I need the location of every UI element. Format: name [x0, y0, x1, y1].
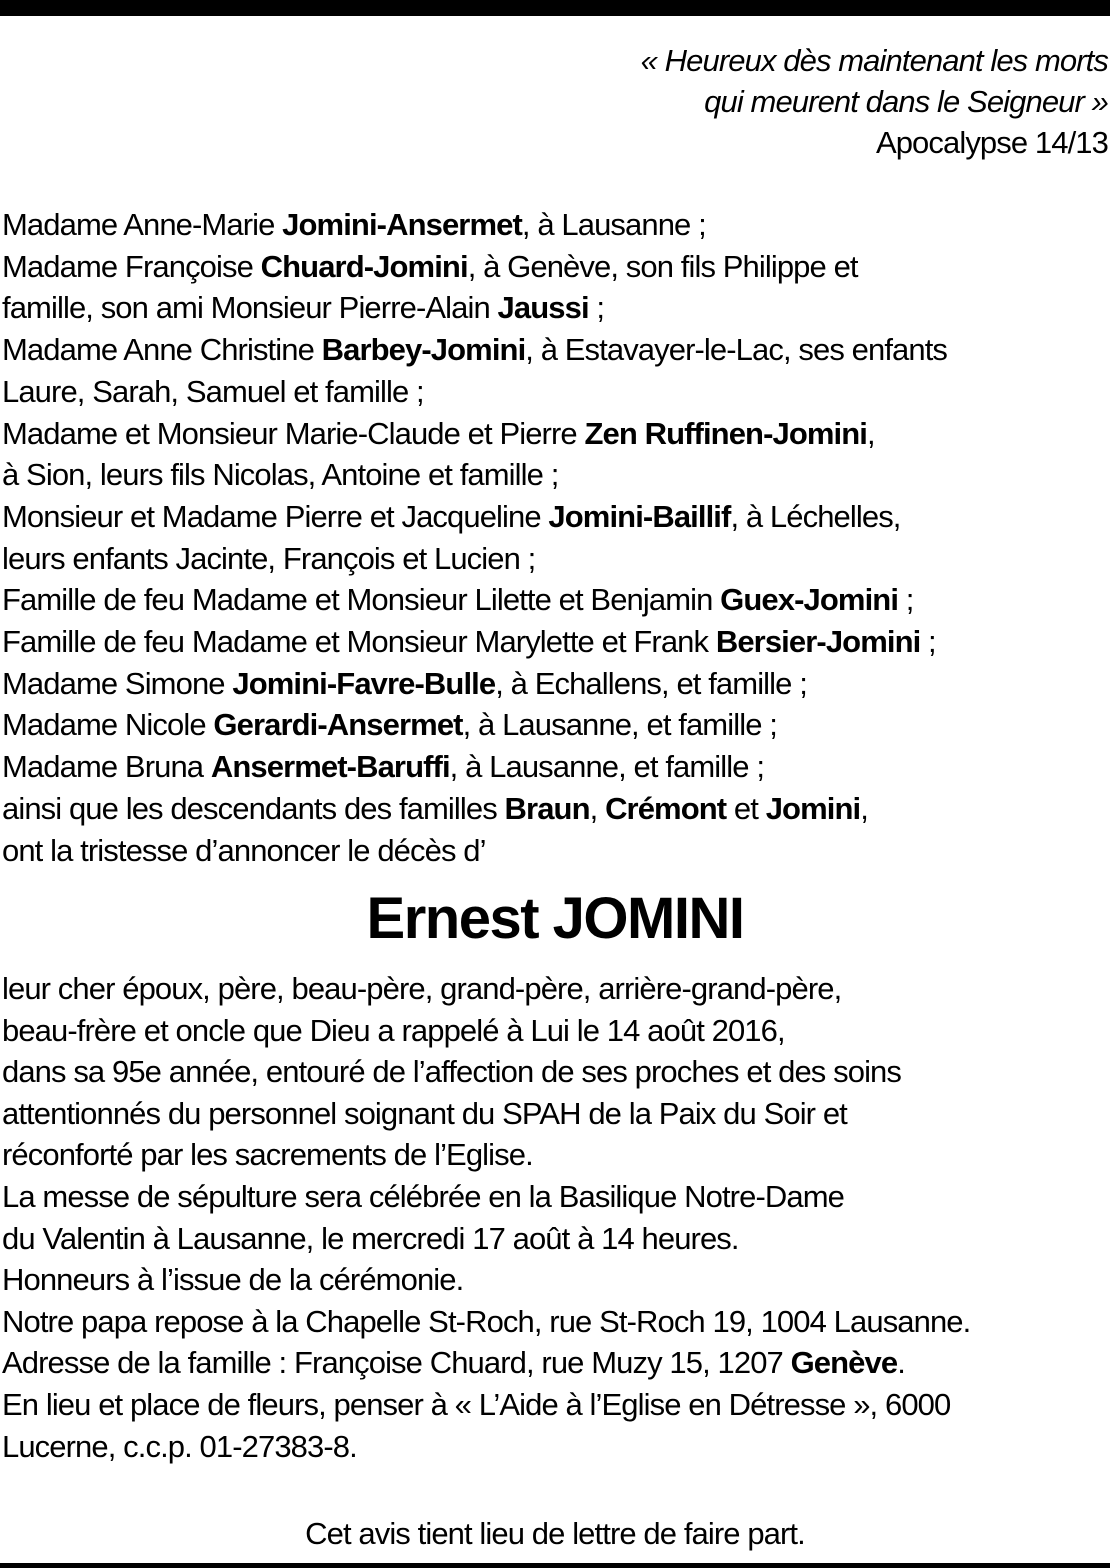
deceased-name: Ernest JOMINI [366, 886, 744, 951]
line-text: , à Lausanne, et famille ; [462, 707, 777, 743]
bold-name: Jomini [765, 790, 861, 826]
line-text: Madame Nicole [2, 707, 214, 743]
family-line [2, 704, 1108, 746]
body-line [2, 1051, 1108, 1093]
bold-name: Braun [504, 790, 590, 826]
body-line [2, 1218, 1108, 1260]
line-text: Monsieur et Madame Pierre et Jacqueline [2, 498, 549, 534]
bottom-border-rule [0, 1563, 1110, 1568]
bold-name: Jomini-Ansermet [282, 207, 522, 242]
line-text: dans sa 95e année, entouré de l’affection de ses proches et des soins [2, 1054, 901, 1090]
line-text: , [589, 790, 606, 826]
family-line [2, 371, 1108, 413]
line-text: ; [898, 582, 914, 618]
family-line [2, 454, 1108, 496]
epigraph-line-1: « Heureux dès maintenant les morts [640, 43, 1108, 78]
line-text: ; [920, 624, 936, 660]
bold-name: Guex-Jomini [720, 582, 899, 618]
bold-name: Genève [790, 1345, 898, 1381]
line-text: du Valentin à Lausanne, le mercredi 17 août à 14 heures. [2, 1220, 739, 1256]
epigraph [641, 40, 1108, 163]
line-text: , [867, 415, 875, 451]
closing-note: Cet avis tient lieu de lettre de faire part. [305, 1516, 805, 1551]
line-text: Adresse de la famille : Françoise Chuard, rue Muzy 15, 1207 [2, 1345, 791, 1381]
line-text: Honneurs à l’issue de la cérémonie. [2, 1262, 464, 1298]
family-line [2, 287, 1108, 329]
notice-body [2, 968, 1108, 1467]
line-text: Madame Françoise [2, 248, 261, 284]
line-text: ; [588, 290, 605, 326]
bold-name: Jaussi [497, 290, 589, 326]
line-text: Famille de feu Madame et Monsieur Lilette et Benjamin [2, 582, 721, 618]
line-text: Madame et Monsieur Marie-Claude et Pierre [2, 415, 585, 451]
line-text: Madame Simone [2, 665, 233, 701]
line-text: . [897, 1345, 905, 1381]
family-line [2, 579, 1108, 621]
family-line [2, 204, 1108, 246]
bold-name: Bersier-Jomini [715, 624, 921, 660]
family-line [2, 413, 1108, 455]
body-line [2, 1426, 1108, 1468]
family-line [2, 830, 1108, 872]
bold-name: Gerardi-Ansermet [213, 707, 463, 743]
epigraph-line-2: qui meurent dans le Seigneur » [704, 84, 1108, 119]
line-text: , à Lausanne, et famille ; [449, 749, 765, 785]
line-text: Madame Anne Christine [2, 332, 322, 368]
line-text: leur cher époux, père, beau-père, grand-père, arrière-grand-père, [2, 971, 842, 1006]
epigraph-reference: Apocalypse 14/13 [875, 125, 1108, 160]
family-line [2, 496, 1108, 538]
bold-name: Zen Ruffinen-Jomini [584, 415, 868, 451]
line-text: beau-frère et oncle que Dieu a rappelé à Lui le 14 août 2016, [2, 1012, 785, 1048]
body-line [2, 1093, 1108, 1135]
bold-name: Barbey-Jomini [321, 332, 526, 368]
body-line [2, 1134, 1108, 1176]
line-text: réconforté par les sacrements de l’Eglise. [2, 1137, 533, 1173]
line-text: à Sion, leurs fils Nicolas, Antoine et famille ; [2, 457, 559, 493]
bold-name: Jomini-Baillif [548, 498, 731, 534]
body-line [2, 1259, 1108, 1301]
line-text: Famille de feu Madame et Monsieur Marylette et Frank [2, 624, 716, 660]
line-text: , à Léchelles, [730, 498, 901, 534]
bold-name: Jomini-Favre-Bulle [232, 665, 496, 701]
bold-name: Crémont [605, 790, 727, 826]
body-line [2, 1301, 1108, 1343]
top-border-rule [0, 0, 1110, 16]
bold-name: Ansermet-Baruffi [210, 749, 450, 785]
line-text: En lieu et place de fleurs, penser à « L’Aide à l’Eglise en Détresse », 6000 [2, 1386, 951, 1422]
line-text: , à Estavayer-le-Lac, ses enfants [525, 332, 948, 368]
body-line [2, 968, 1108, 1010]
family-line [2, 663, 1108, 705]
line-text: Madame Anne-Marie [2, 207, 283, 242]
line-text: Laure, Sarah, Samuel et famille ; [2, 373, 424, 409]
body-line [2, 1176, 1108, 1218]
family-line [2, 329, 1108, 371]
line-text: , à Echallens, et famille ; [495, 665, 807, 701]
line-text: La messe de sépulture sera célébrée en la Basilique Notre-Dame [2, 1178, 844, 1214]
body-line [2, 1342, 1108, 1384]
line-text: ont la tristesse d’annoncer le décès d’ [2, 832, 486, 868]
line-text: et [726, 790, 766, 826]
family-line [2, 746, 1108, 788]
line-text: attentionnés du personnel soignant du SPAH de la Paix du Soir et [2, 1095, 847, 1131]
family-line [2, 788, 1108, 830]
body-line [2, 1010, 1108, 1052]
family-line [2, 246, 1108, 288]
line-text: Lucerne, c.c.p. 01-27383-8. [2, 1428, 357, 1464]
line-text: ainsi que les descendants des familles [2, 790, 505, 826]
family-announcement [2, 204, 1108, 871]
family-line [2, 538, 1108, 580]
family-line [2, 621, 1108, 663]
line-text: , à Lausanne ; [521, 207, 706, 242]
line-text: Madame Bruna [2, 749, 211, 785]
bold-name: Chuard-Jomini [260, 248, 468, 284]
line-text: , [860, 790, 868, 826]
body-line [2, 1384, 1108, 1426]
line-text: Notre papa repose à la Chapelle St-Roch, rue St-Roch 19, 1004 Lausanne. [2, 1303, 971, 1339]
line-text: famille, son ami Monsieur Pierre-Alain [2, 290, 498, 326]
line-text: , à Genève, son fils Philippe et [467, 248, 858, 284]
line-text: leurs enfants Jacinte, François et Lucien ; [2, 540, 536, 576]
